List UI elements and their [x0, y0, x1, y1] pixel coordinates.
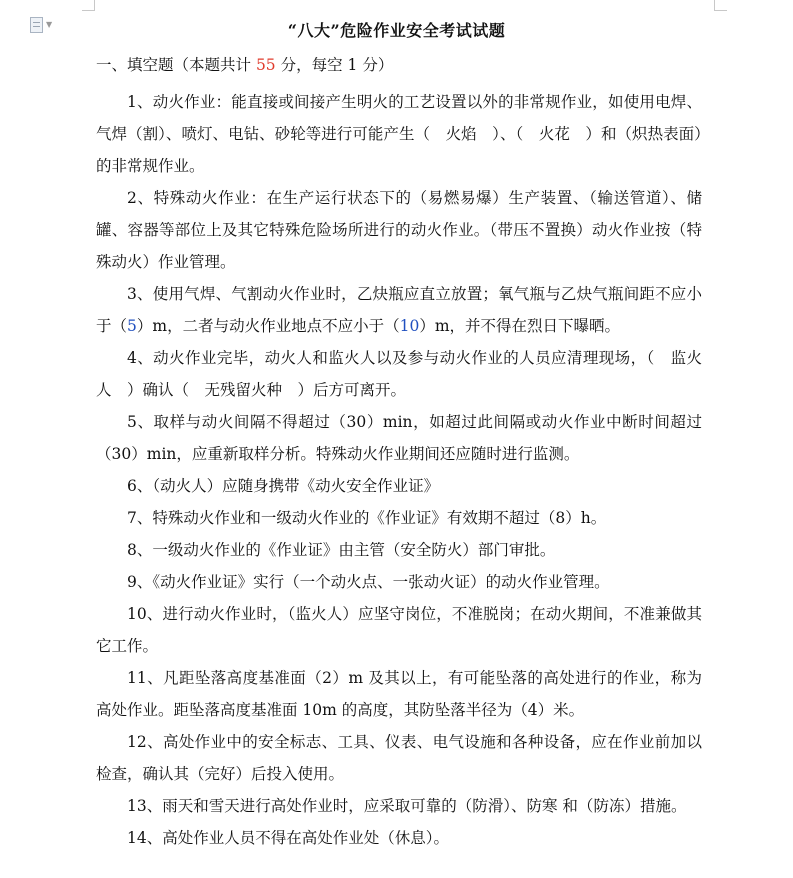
question-text: ）作业管理。 [142, 253, 236, 271]
question-8 [96, 534, 702, 566]
section-heading-suffix: 分，每空 1 分） [275, 56, 394, 74]
answer-blank: 安全防火 [400, 541, 463, 559]
answer-blank: 10 [399, 317, 420, 335]
question-text: ）措施。 [624, 797, 687, 815]
question-text: ）后投入使用。 [235, 765, 345, 783]
answer-blank: 易燃易爆 [427, 189, 493, 207]
question-text: ）应坚守岗位，不准脱岗；在动火期间，不准兼做其它工作。 [96, 605, 702, 655]
question-text: ）、（ [492, 125, 524, 143]
question-text: ）m 及其以上，有可能坠落的高处进行的作业，称为高处作业。距坠落高度基准面 10m 的高度，其防坠落半径为（ [96, 669, 702, 719]
question-text: ）部门审批。 [462, 541, 556, 559]
question-text: ）m，并不得在烈日下曝晒。 [419, 317, 621, 335]
answer-blank: 完好 [204, 765, 236, 783]
question-text: 4、动火作业完毕，动火人和监火人以及参与动火作业的人员应清理现场，（ [127, 349, 655, 367]
question-text: ）确认（ [127, 381, 190, 399]
answer-blank: 火花 [523, 125, 586, 143]
question-text: ）生产装置、（ [492, 189, 598, 207]
answer-blank: 特殊动火 [96, 221, 702, 271]
answer-blank: 带压不置换 [497, 221, 577, 239]
answer-blank: 4 [527, 701, 538, 719]
question-text: 5、取样与动火间隔不得超过（ [127, 413, 347, 431]
section-heading-prefix: 一、填空题（本题共计 [96, 56, 256, 74]
question-11 [96, 662, 702, 726]
question-5 [96, 406, 702, 470]
answer-blank: 动火人 [160, 477, 207, 495]
question-text: ）h。 [565, 509, 607, 527]
answer-blank: 火焰 [430, 125, 493, 143]
answer-blank: 防滑 [472, 797, 504, 815]
question-text: ）的非常规作业。 [96, 125, 702, 175]
answer-blank: 无残留火种 [189, 381, 298, 399]
answer-blank: 30 [346, 413, 367, 431]
document-title: “八大”危险作业安全考试试题 [287, 21, 506, 40]
question-14 [96, 822, 702, 854]
question-text: 10、进行动火作业时，（ [127, 605, 296, 623]
question-text: ）和（ [585, 125, 633, 143]
question-text: 6、（ [127, 477, 161, 495]
question-text: ）。 [425, 829, 450, 847]
answer-blank: 输送管道 [597, 189, 662, 207]
section-heading [96, 53, 393, 75]
answer-blank: 5 [127, 317, 137, 335]
question-2 [96, 182, 702, 278]
question-text: ）的动火作业管理。 [470, 573, 610, 591]
question-6 [96, 470, 702, 502]
question-text: ）、储罐、容器等部位上及其它特殊危险场所进行的动火作业。（ [96, 189, 702, 239]
question-text: 2、特殊动火作业：在生产运行状态下的（ [127, 189, 428, 207]
question-text: 1、动火作业：能直接或间接产生明火的工艺设置以外的非常规作业，如使用电焊、气焊（割）、喷灯、电钻、砂轮等进行可能产生（ [96, 93, 702, 143]
question-text: ）min，如超过此间隔或动火作业中断时间超过（ [96, 413, 702, 463]
page-corner-mark-left [82, 0, 95, 11]
question-4 [96, 342, 702, 406]
question-text: ）后方可离开。 [297, 381, 407, 399]
question-10 [96, 598, 702, 662]
answer-blank: 30 [111, 445, 132, 463]
question-text: 7、特殊动火作业和一级动火作业的《作业证》有效期不超过（ [127, 509, 556, 527]
question-text: 11、凡距坠落高度基准面（ [127, 669, 323, 687]
answer-blank: 监火人 [295, 605, 343, 623]
question-text: ）min，应重新取样分析。特殊动火作业期间还应随时进行监测。 [131, 445, 580, 463]
question-text: ）、防寒 和（ [503, 797, 594, 815]
answer-blank: 监火人 [96, 349, 702, 399]
answer-blank: 炽热表面 [632, 125, 695, 143]
section-total-score: 55 [255, 56, 276, 74]
question-list [96, 86, 702, 854]
answer-blank: 一个动火点、一张动火证 [299, 573, 471, 591]
question-9 [96, 566, 702, 598]
question-1 [96, 86, 702, 182]
answer-blank: 8 [555, 509, 566, 527]
question-text: 9、《动火作业证》实行（ [127, 573, 300, 591]
question-7 [96, 502, 702, 534]
answer-blank: 2 [322, 669, 332, 687]
page-corner-mark-right [714, 0, 727, 11]
question-12 [96, 726, 702, 790]
question-text: 3、使用气焊、气割动火作业时，乙炔瓶应直立放置；氧气瓶与乙炔气瓶间距不应小于（ [96, 285, 702, 335]
answer-blank: 休息 [394, 829, 426, 847]
question-text: 13、雨天和雪天进行高处作业时，应采取可靠的（ [127, 797, 473, 815]
question-13 [96, 790, 702, 822]
answer-blank: 防冻 [593, 797, 625, 815]
question-text: 14、高处作业人员不得在高处作业处（ [127, 829, 395, 847]
question-text: ）米。 [537, 701, 585, 719]
question-text: ）m，二者与动火作业地点不应小于（ [136, 317, 400, 335]
question-3 [96, 278, 702, 342]
chevron-down-icon: ▼ [46, 20, 53, 29]
question-text: 12、高处作业中的安全标志、工具、仪表、电气设施和各种设备，应在作业前加以检查，确认其（ [96, 733, 702, 783]
question-text: 8、一级动火作业的《作业证》由主管（ [127, 541, 401, 559]
question-text: ）动火作业按（ [576, 221, 687, 239]
question-text: ）应随身携带《动火安全作业证》 [206, 477, 440, 495]
